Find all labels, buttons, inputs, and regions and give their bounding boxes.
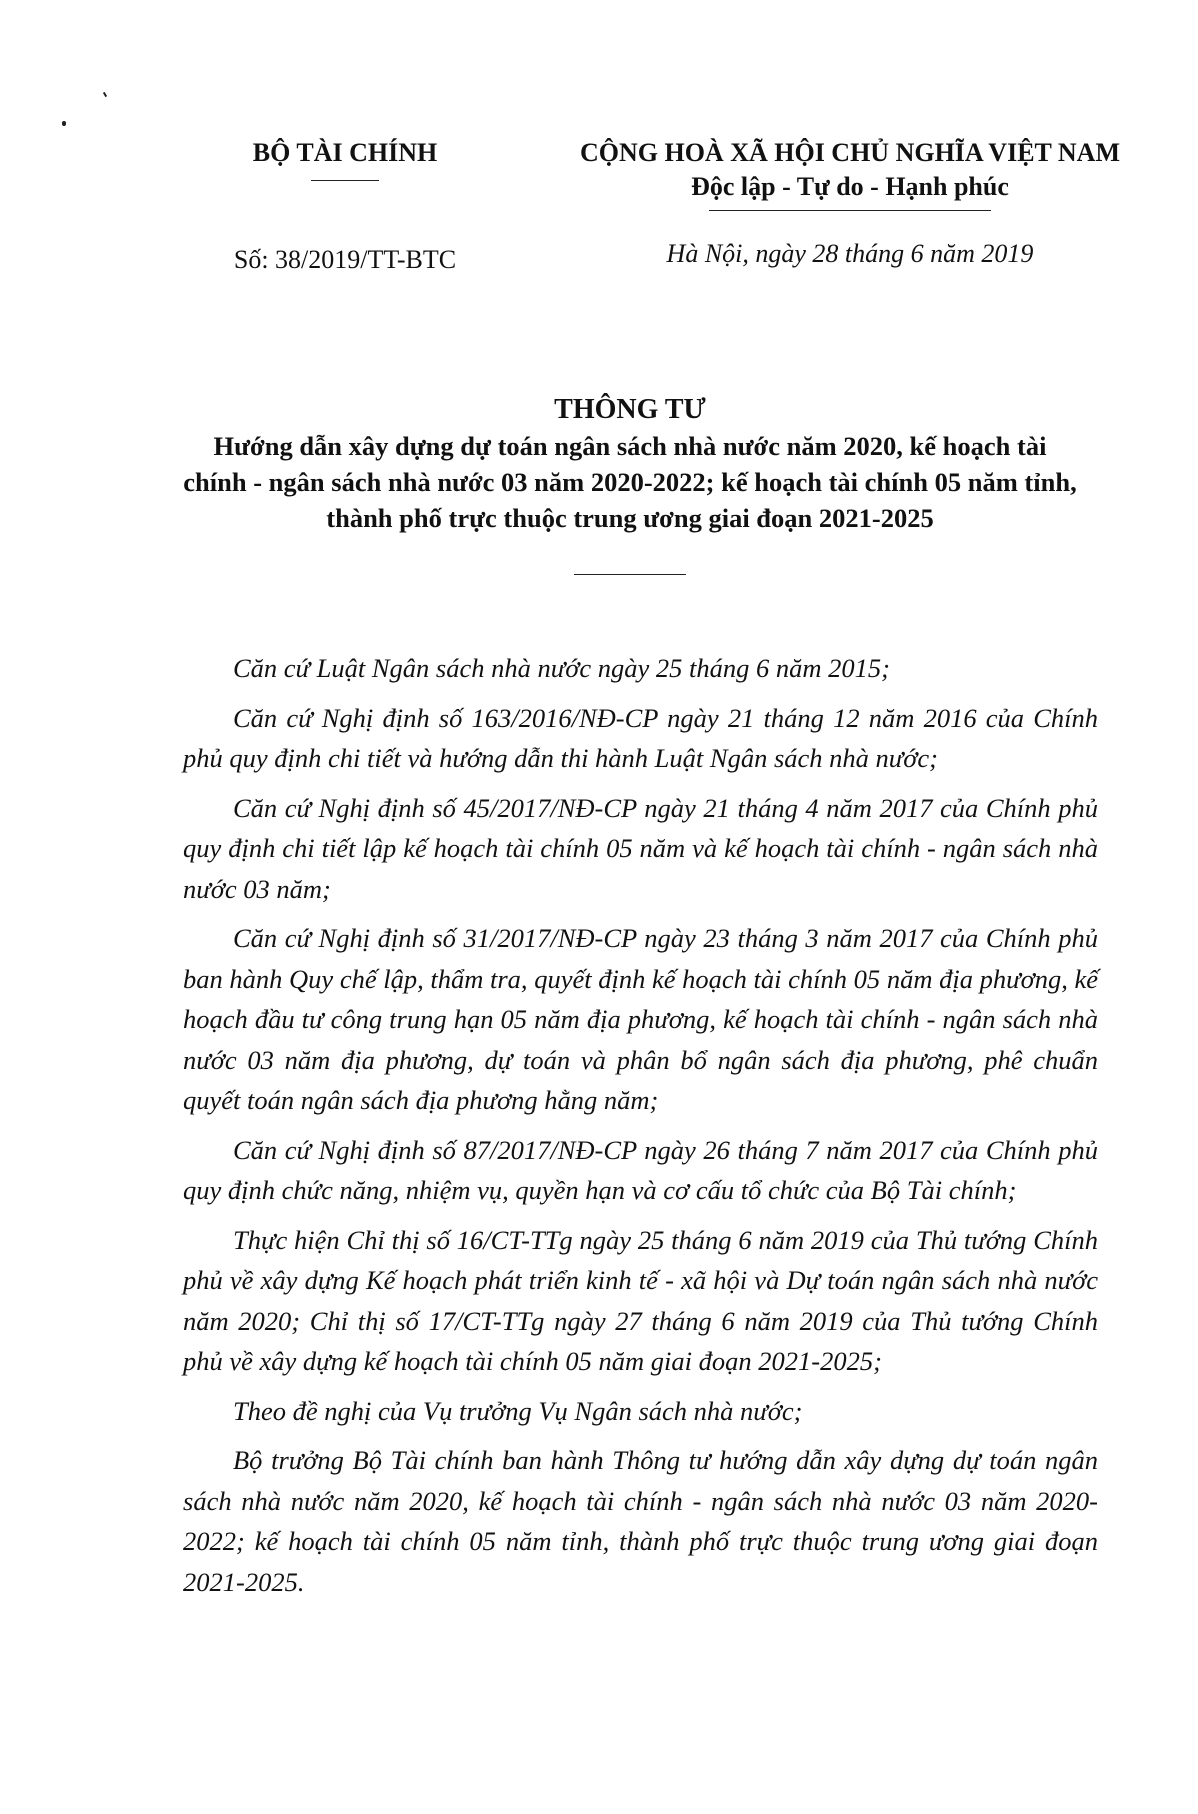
- preamble-paragraph: Thực hiện Chỉ thị số 16/CT-TTg ngày 25 tháng 6 năm 2019 của Thủ tướng Chính phủ về xây dựng Kế hoạch phát triển kinh tế - xã hội và Dự toán ngân sách nhà nước năm 2020; Chỉ thị số 17/CT-TTg ngày 27 tháng 6 năm 2019 của Thủ tướng Chính phủ về xây dựng kế hoạch tài chính 05 năm giai đoạn 2021-2025;: [183, 1224, 1098, 1376]
- preamble: [183, 648, 1098, 1611]
- motto-divider: [709, 210, 991, 211]
- document-type: THÔNG TƯ: [554, 394, 706, 425]
- issuer-divider: [311, 180, 379, 181]
- scan-artifact: [103, 92, 107, 97]
- issuing-body: BỘ TÀI CHÍNH: [252, 138, 438, 167]
- national-motto: Độc lập - Tự do - Hạnh phúc: [691, 172, 1009, 201]
- preamble-paragraph: Bộ trưởng Bộ Tài chính ban hành Thông tư hướng dẫn xây dựng dự toán ngân sách nhà nước năm 2020, kế hoạch tài chính - ngân sách nhà nước 03 năm 2020-2022; kế hoạch tài chính 05 năm tỉnh, thành phố trực thuộc trung ương giai đoạn 2021-2025.: [183, 1445, 1098, 1597]
- national-header-block: [565, 138, 1135, 269]
- preamble-paragraph: Căn cứ Nghị định số 31/2017/NĐ-CP ngày 23 tháng 3 năm 2017 của Chính phủ ban hành Quy chế lập, thẩm tra, quyết định kế hoạch tài chính 05 năm địa phương, kế hoạch đầu tư công trung hạn 05 năm địa phương, kế hoạch tài chính - ngân sách nhà nước 03 năm địa phương, dự toán và phân bổ ngân sách địa phương, phê chuẩn quyết toán ngân sách địa phương hằng năm;: [183, 923, 1098, 1115]
- nation-name: CỘNG HOÀ XÃ HỘI CHỦ NGHĨA VIỆT NAM: [579, 138, 1121, 167]
- issuer-block: [210, 138, 480, 275]
- title-divider: [574, 574, 686, 575]
- place-and-date: Hà Nội, ngày 28 tháng 6 năm 2019: [666, 239, 1034, 268]
- document-title-block: [180, 394, 1080, 575]
- preamble-paragraph: Căn cứ Nghị định số 45/2017/NĐ-CP ngày 21 tháng 4 năm 2017 của Chính phủ quy định chi tiết lập kế hoạch tài chính 05 năm và kế hoạch tài chính - ngân sách nhà nước 03 năm;: [183, 792, 1098, 904]
- scan-artifact: [62, 121, 66, 126]
- preamble-paragraph: Căn cứ Nghị định số 163/2016/NĐ-CP ngày 21 tháng 12 năm 2016 của Chính phủ quy định chi tiết và hướng dẫn thi hành Luật Ngân sách nhà nước;: [183, 702, 1098, 773]
- document-subject: Hướng dẫn xây dựng dự toán ngân sách nhà nước năm 2020, kế hoạch tài chính - ngân sách nhà nước 03 năm 2020-2022; kế hoạch tài chính 05 năm tỉnh, thành phố trực thuộc trung ương giai đoạn 2021-2025: [183, 431, 1077, 533]
- preamble-paragraph: Căn cứ Luật Ngân sách nhà nước ngày 25 tháng 6 năm 2015;: [233, 653, 890, 683]
- preamble-paragraph: Theo đề nghị của Vụ trưởng Vụ Ngân sách nhà nước;: [233, 1395, 803, 1426]
- document-number: Số: 38/2019/TT-BTC: [233, 245, 457, 274]
- preamble-paragraph: Căn cứ Nghị định số 87/2017/NĐ-CP ngày 26 tháng 7 năm 2017 của Chính phủ quy định chức năng, nhiệm vụ, quyền hạn và cơ cấu tổ chức của Bộ Tài chính;: [183, 1134, 1098, 1205]
